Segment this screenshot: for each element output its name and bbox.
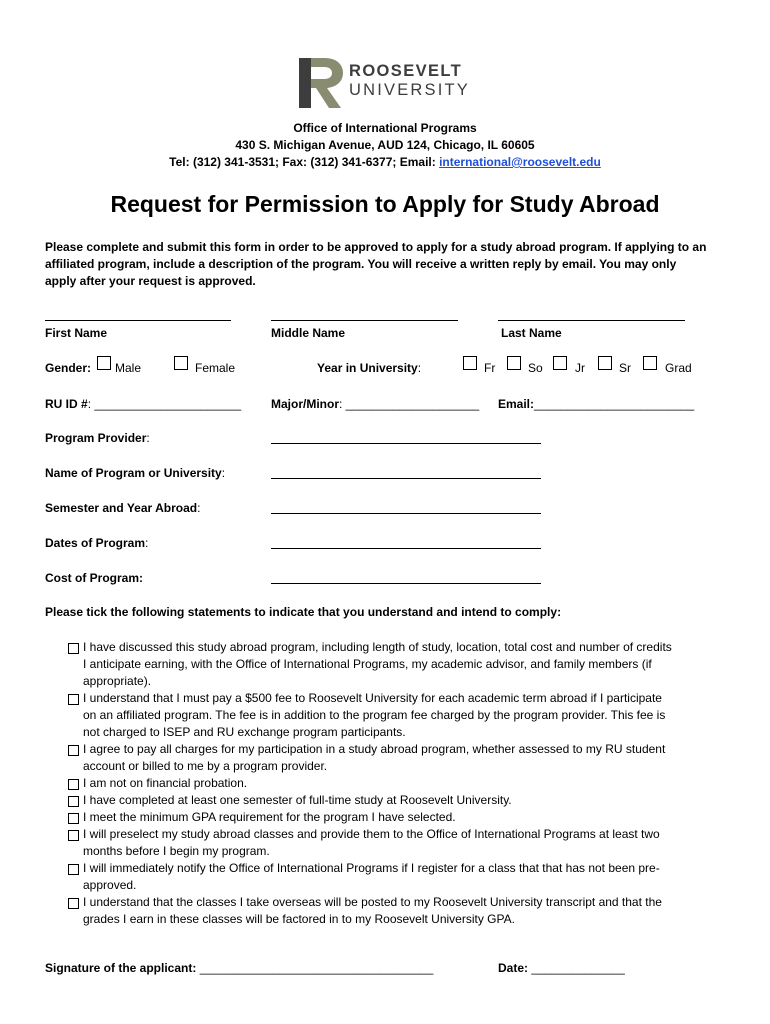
statement-text: I will immediately notify the Office of International Programs if I register for a class that that has not been pre- — [83, 861, 660, 875]
statement-text: I anticipate earning, with the Office of International Programs, my academic advisor, and family members (if — [83, 657, 652, 671]
statement-text: approved. — [83, 878, 137, 892]
cost-label — [45, 571, 143, 585]
contact-phone-fax: Tel: (312) 341-3531; Fax: (312) 341-6377; Email: — [169, 155, 440, 169]
year-grad-label: Grad — [665, 361, 692, 375]
semester-year-text: Semester and Year Abroad — [45, 501, 198, 515]
year-so-checkbox[interactable] — [507, 356, 521, 370]
program-name-text: Name of Program or University — [45, 466, 222, 480]
statement-checkbox[interactable] — [68, 796, 79, 807]
intro-line-2: affiliated program, include a description of the program. You will receive a written reply by email. You may only — [45, 257, 677, 271]
year-jr-label: Jr — [575, 361, 585, 375]
page-title: Request for Permission to Apply for Study Abroad — [110, 191, 660, 217]
signature-label: Signature of the applicant: — [45, 961, 200, 975]
date-field[interactable] — [498, 961, 625, 975]
signature-blank: ___________________________________ — [199, 961, 434, 975]
dates-label — [45, 536, 148, 550]
program-name-field[interactable] — [271, 478, 541, 479]
major-minor-blank: : ____________________ — [339, 397, 480, 411]
major-minor-field[interactable] — [271, 397, 479, 411]
intro-line-3: apply after your request is approved. — [45, 274, 256, 288]
statement-checkbox[interactable] — [68, 830, 79, 841]
statements-heading: Please tick the following statements to indicate that you understand and intend to comply: — [45, 605, 562, 619]
statement-text: not charged to ISEP and RU exchange program participants. — [83, 725, 406, 739]
year-label-colon: : — [417, 361, 422, 375]
statement-checkbox[interactable] — [68, 745, 79, 756]
statement-text: appropriate). — [83, 674, 152, 688]
statement-text: months before I begin my program. — [83, 844, 270, 858]
dates-field[interactable] — [271, 548, 541, 549]
year-jr-checkbox[interactable] — [553, 356, 567, 370]
program-name-colon: : — [221, 466, 226, 480]
statement-text: I will preselect my study abroad classes and provide them to the Office of International Programs at least two — [83, 827, 660, 841]
first-name-field[interactable] — [45, 320, 231, 321]
gender-label: Gender: — [45, 361, 92, 375]
dates-colon: : — [145, 536, 149, 550]
year-fr-checkbox[interactable] — [463, 356, 477, 370]
gender-female-label: Female — [195, 361, 236, 375]
email-field[interactable] — [498, 397, 694, 411]
date-label: Date: — [498, 961, 532, 975]
email-label: Email: — [498, 397, 535, 411]
last-name-field[interactable] — [498, 320, 685, 321]
gender-female-checkbox[interactable] — [174, 356, 188, 370]
statement-text: I meet the minimum GPA requirement for the program I have selected. — [83, 810, 456, 824]
program-provider-label — [45, 431, 150, 445]
statement-text: I understand that the classes I take overseas will be posted to my Roosevelt University transcript and that the — [83, 895, 662, 909]
statement-checkbox[interactable] — [68, 779, 79, 790]
statement-text: I agree to pay all charges for my participation in a study abroad program, whether assessed to my RU student — [83, 742, 666, 756]
middle-name-label: Middle Name — [271, 326, 346, 340]
middle-name-field[interactable] — [271, 320, 458, 321]
program-name-label — [45, 466, 225, 480]
statement-checkbox[interactable] — [68, 694, 79, 705]
statement-checkbox[interactable] — [68, 643, 79, 654]
statement-text: grades I earn in these classes will be factored in to my Roosevelt University GPA. — [83, 912, 515, 926]
statement-checkbox[interactable] — [68, 864, 79, 875]
cost-field[interactable] — [271, 583, 541, 584]
statement-checkbox[interactable] — [68, 813, 79, 824]
contact-email-link[interactable]: international@roosevelt.edu — [439, 155, 601, 169]
program-provider-text: Program Provider — [45, 431, 147, 445]
office-name: Office of International Programs — [293, 121, 477, 135]
semester-year-label — [45, 501, 200, 515]
first-name-label: First Name — [45, 326, 108, 340]
semester-year-field[interactable] — [271, 513, 541, 514]
year-sr-checkbox[interactable] — [598, 356, 612, 370]
logo-line-1: ROOSEVELT — [349, 62, 463, 80]
cost-text: Cost of Program: — [45, 571, 144, 585]
major-minor-label: Major/Minor — [271, 397, 339, 411]
office-address: 430 S. Michigan Avenue, AUD 124, Chicago, IL 60605 — [235, 138, 535, 152]
year-so-label: So — [528, 361, 543, 375]
roosevelt-r-logo-icon — [299, 58, 345, 108]
program-provider-field[interactable] — [271, 443, 541, 444]
statement-text: I have completed at least one semester of full-time study at Roosevelt University. — [83, 793, 512, 807]
intro-line-1: Please complete and submit this form in order to be approved to apply for a study abroad program. If applying to an — [45, 240, 707, 254]
gender-male-checkbox[interactable] — [97, 356, 111, 370]
program-provider-colon: : — [146, 431, 150, 445]
logo-line-2: UNIVERSITY — [349, 81, 471, 99]
semester-year-colon: : — [197, 501, 201, 515]
year-label — [317, 361, 421, 375]
statement-text: on an affiliated program. The fee is in addition to the program fee charged by the program provider. This fee is — [83, 708, 666, 722]
statement-text: I have discussed this study abroad program, including length of study, location, total cost and number of credits — [83, 640, 672, 654]
statement-text: I understand that I must pay a $500 fee to Roosevelt University for each academic term abroad if I participate — [83, 691, 662, 705]
date-blank: ______________ — [531, 961, 625, 975]
office-contact — [0, 155, 770, 169]
roosevelt-university-logo — [299, 58, 479, 108]
statement-text: I am not on financial probation. — [83, 776, 248, 790]
last-name-label: Last Name — [501, 326, 562, 340]
dates-text: Dates of Program — [45, 536, 146, 550]
statement-text: account or billed to me by a program provider. — [83, 759, 328, 773]
year-fr-label: Fr — [484, 361, 496, 375]
ru-id-label: RU ID # — [45, 397, 88, 411]
year-label-text: Year in University — [317, 361, 418, 375]
gender-male-label: Male — [115, 361, 142, 375]
ru-id-blank: : ______________________ — [87, 397, 242, 411]
email-blank: ________________________ — [534, 397, 695, 411]
statement-checkbox[interactable] — [68, 898, 79, 909]
year-grad-checkbox[interactable] — [643, 356, 657, 370]
signature-field[interactable] — [45, 961, 433, 975]
year-sr-label: Sr — [619, 361, 631, 375]
ru-id-field[interactable] — [45, 397, 241, 411]
